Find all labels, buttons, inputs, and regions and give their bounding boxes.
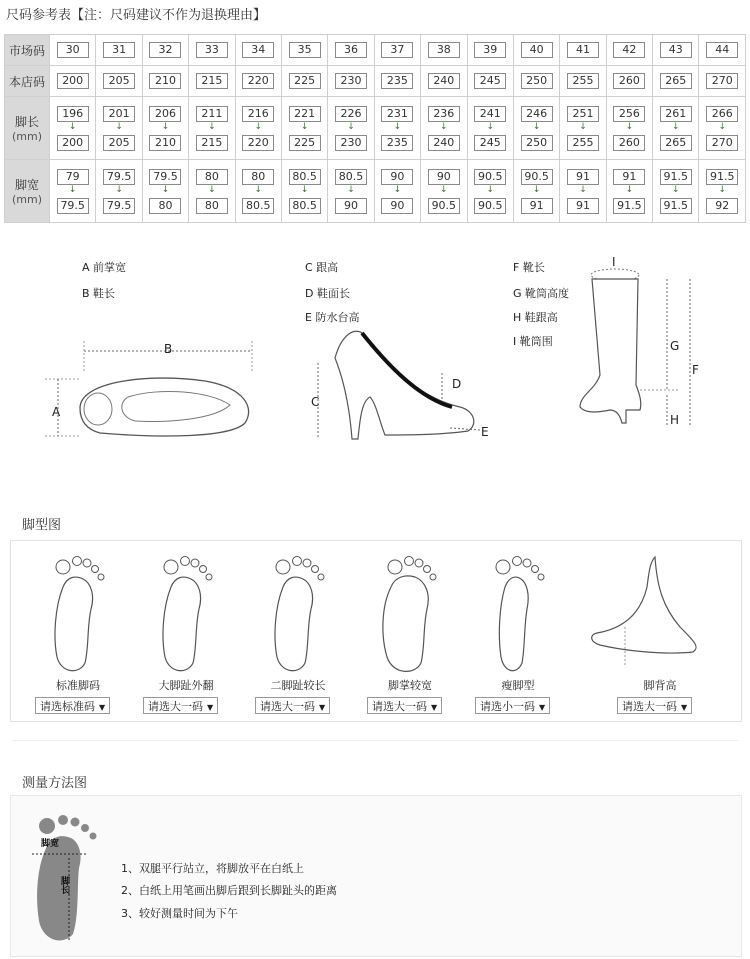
dim-g: G <box>670 339 680 353</box>
foot-width-to-value: 80 <box>196 198 228 214</box>
foot-length-to-value: 220 <box>242 135 274 151</box>
size-cell <box>328 66 374 97</box>
size-cell <box>606 66 652 97</box>
size-cell <box>374 35 420 66</box>
market-size-value: 40 <box>521 42 553 58</box>
size-cell <box>606 160 652 223</box>
down-arrow-icon: ↓ <box>486 184 494 195</box>
store-size-row <box>5 66 746 97</box>
down-arrow-icon: ↓ <box>393 184 402 195</box>
market-size-value: 41 <box>567 42 599 58</box>
down-arrow-icon: ↓ <box>672 121 680 132</box>
foot-length-to-value: 245 <box>474 135 506 151</box>
down-arrow-icon: ↓ <box>68 121 77 132</box>
legend-d: D 鞋面长 <box>305 287 350 300</box>
legend-h: H 鞋跟高 <box>513 311 558 324</box>
legend-a: A 前掌宽 <box>82 261 127 274</box>
down-arrow-icon: ↓ <box>440 121 448 132</box>
down-arrow-icon: ↓ <box>440 184 448 195</box>
length-label: 脚长 <box>59 876 69 894</box>
size-cell <box>560 35 606 66</box>
store-size-value: 240 <box>428 73 460 89</box>
dim-b: B <box>164 342 173 356</box>
foot-length-to-value: 230 <box>335 135 367 151</box>
foot-width-to-value: 80.5 <box>289 198 321 214</box>
foot-width-from-value: 90 <box>381 169 413 185</box>
legend-g: G 靴筒高度 <box>513 287 570 300</box>
page-title: 尺码参考表【注：尺码建议不作为退换理由】 <box>6 8 267 23</box>
section-divider <box>12 740 738 741</box>
foot-type-drawing <box>585 547 715 677</box>
down-arrow-icon: ↓ <box>672 184 680 195</box>
size-advice-select[interactable] <box>617 697 692 714</box>
foot-width-from-value: 79.5 <box>103 169 135 185</box>
foot-type-label: 脚背高 <box>643 679 677 692</box>
chevron-down-icon: ▼ <box>681 703 688 712</box>
foot-width-from-value: 90.5 <box>521 169 553 185</box>
foot-width-to-value: 80 <box>149 198 181 214</box>
foot-type-label: 瘦脚型 <box>501 679 535 692</box>
size-cell <box>653 97 699 160</box>
chevron-down-icon: ▼ <box>99 703 106 712</box>
foot-length-to-value: 240 <box>428 135 460 151</box>
size-cell <box>235 160 281 223</box>
size-advice-value: 请选小一码 <box>480 700 535 713</box>
down-arrow-icon: ↓ <box>254 184 263 195</box>
store-size-value: 255 <box>567 73 599 89</box>
foot-width-from-value: 91 <box>613 169 645 185</box>
foot-length-from-value: 196 <box>57 106 89 122</box>
down-arrow-icon: ↓ <box>625 184 634 195</box>
foot-length-from-value: 261 <box>660 106 692 122</box>
down-arrow-icon: ↓ <box>347 121 355 132</box>
legend-b: B 鞋长 <box>82 287 116 300</box>
size-cell <box>560 160 606 223</box>
down-arrow-icon: ↓ <box>718 121 726 132</box>
step-1: 1、双腿平行站立，将脚放平在白纸上 <box>121 862 304 875</box>
market-size-value: 39 <box>474 42 506 58</box>
foot-length-to-value: 255 <box>567 135 599 151</box>
size-advice-value: 请选大一码 <box>622 700 677 713</box>
size-cell <box>328 160 374 223</box>
size-advice-select[interactable] <box>255 697 330 714</box>
market-size-value: 38 <box>428 42 460 58</box>
size-advice-value: 请选标准码 <box>40 700 95 713</box>
step-2: 2、白纸上用笔画出脚后跟到长脚趾头的距离 <box>121 884 337 897</box>
measure-panel <box>10 795 742 957</box>
size-cell <box>699 97 746 160</box>
high-heel-drawing <box>300 323 500 443</box>
chevron-down-icon: ▼ <box>319 703 326 712</box>
size-cell <box>189 66 235 97</box>
boot-drawing <box>570 245 710 445</box>
size-cell <box>606 97 652 160</box>
market-size-value: 44 <box>706 42 738 58</box>
foot-width-from-value: 91.5 <box>660 169 692 185</box>
foot-width-to-value: 79.5 <box>57 198 89 214</box>
store-size-value: 215 <box>196 73 228 89</box>
foot-length-to-value: 270 <box>706 135 738 151</box>
size-cell <box>699 66 746 97</box>
size-cell <box>467 160 513 223</box>
store-size-value: 245 <box>474 73 506 89</box>
foot-width-row <box>5 160 746 223</box>
down-arrow-icon: ↓ <box>579 184 587 195</box>
size-cell <box>374 97 420 160</box>
step-3: 3、较好测量时间为下午 <box>121 907 238 920</box>
foot-length-to-value: 250 <box>521 135 553 151</box>
market-size-value: 34 <box>242 42 274 58</box>
down-arrow-icon: ↓ <box>300 121 309 132</box>
store-size-value: 205 <box>103 73 135 89</box>
foot-type-label: 脚掌较宽 <box>388 679 432 692</box>
size-cell <box>421 66 467 97</box>
size-advice-value: 请选大一码 <box>372 700 427 713</box>
size-advice-select[interactable] <box>475 697 550 714</box>
dim-e: E <box>481 425 489 439</box>
size-advice-select[interactable] <box>143 697 218 714</box>
size-cell <box>189 160 235 223</box>
chevron-down-icon: ▼ <box>207 703 214 712</box>
store-size-value: 260 <box>613 73 645 89</box>
down-arrow-icon: ↓ <box>532 121 541 132</box>
store-size-value: 225 <box>289 73 321 89</box>
size-cell <box>513 66 559 97</box>
size-cell <box>50 35 96 66</box>
size-cell <box>374 160 420 223</box>
row-label-foot-width <box>5 160 50 223</box>
size-cell <box>513 160 559 223</box>
dim-a: A <box>52 405 61 419</box>
market-size-value: 36 <box>335 42 367 58</box>
store-size-value: 200 <box>57 73 89 89</box>
foot-length-from-value: 201 <box>103 106 135 122</box>
foot-width-to-value: 91.5 <box>660 198 692 214</box>
size-cell <box>142 97 188 160</box>
foot-length-from-value: 231 <box>381 106 413 122</box>
size-cell <box>235 97 281 160</box>
foot-width-to-value: 90.5 <box>428 198 460 214</box>
foot-type-drawing <box>141 547 231 677</box>
size-cell <box>653 160 699 223</box>
down-arrow-icon: ↓ <box>254 121 263 132</box>
size-cell <box>513 35 559 66</box>
foot-width-to-value: 92 <box>706 198 738 214</box>
foot-length-from-value: 211 <box>196 106 228 122</box>
size-cell <box>421 97 467 160</box>
market-size-value: 35 <box>289 42 321 58</box>
down-arrow-icon: ↓ <box>532 184 541 195</box>
down-arrow-icon: ↓ <box>300 184 309 195</box>
store-size-value: 210 <box>149 73 181 89</box>
legend-c: C 跟高 <box>305 261 339 274</box>
foot-type-drawing <box>365 547 455 677</box>
size-advice-value: 请选大一码 <box>148 700 203 713</box>
size-cell <box>513 97 559 160</box>
foot-width-from-value: 90 <box>428 169 460 185</box>
size-cell <box>328 35 374 66</box>
size-cell <box>560 66 606 97</box>
foot-width-from-value: 80.5 <box>335 169 367 185</box>
size-cell <box>281 160 327 223</box>
foot-length-to-value: 200 <box>57 135 89 151</box>
foot-length-label: 脚长 <box>14 115 39 129</box>
size-cell <box>142 160 188 223</box>
foot-types-panel <box>10 540 742 722</box>
foot-length-row <box>5 97 746 160</box>
foot-type-label: 二脚趾较长 <box>270 679 326 692</box>
store-size-value: 250 <box>521 73 553 89</box>
size-cell <box>374 66 420 97</box>
size-cell <box>235 66 281 97</box>
foot-width-unit: (mm) <box>11 193 42 206</box>
foot-length-from-value: 246 <box>521 106 553 122</box>
size-cell <box>281 97 327 160</box>
foot-width-from-value: 91 <box>567 169 599 185</box>
size-cell <box>96 160 142 223</box>
size-cell <box>189 97 235 160</box>
chevron-down-icon: ▼ <box>539 703 546 712</box>
foot-length-from-value: 241 <box>474 106 506 122</box>
foot-width-from-value: 79 <box>57 169 89 185</box>
down-arrow-icon: ↓ <box>115 184 123 195</box>
down-arrow-icon: ↓ <box>68 184 77 195</box>
dim-d: D <box>452 377 462 391</box>
foot-width-to-value: 91 <box>521 198 553 214</box>
chevron-down-icon: ▼ <box>431 703 438 712</box>
market-size-value: 30 <box>57 42 89 58</box>
store-size-value: 220 <box>242 73 274 89</box>
market-size-row <box>5 35 746 66</box>
size-cell <box>96 35 142 66</box>
size-cell <box>50 66 96 97</box>
foot-width-to-value: 90 <box>335 198 367 214</box>
down-arrow-icon: ↓ <box>161 121 170 132</box>
foot-width-to-value: 90 <box>381 198 413 214</box>
size-cell <box>653 35 699 66</box>
store-size-value: 270 <box>706 73 738 89</box>
foot-length-to-value: 225 <box>289 135 321 151</box>
foot-width-from-value: 80 <box>242 169 274 185</box>
foot-width-to-value: 91 <box>567 198 599 214</box>
size-cell <box>467 97 513 160</box>
market-size-value: 37 <box>381 42 413 58</box>
down-arrow-icon: ↓ <box>161 184 170 195</box>
foot-width-to-value: 91.5 <box>613 198 645 214</box>
dim-h: H <box>670 413 680 427</box>
size-cell <box>699 35 746 66</box>
size-cell <box>281 66 327 97</box>
size-cell <box>142 66 188 97</box>
market-size-value: 31 <box>103 42 135 58</box>
foot-type-label: 标准脚码 <box>56 679 100 692</box>
down-arrow-icon: ↓ <box>625 121 634 132</box>
foot-length-from-value: 266 <box>706 106 738 122</box>
size-cell <box>606 35 652 66</box>
foot-length-from-value: 216 <box>242 106 274 122</box>
size-cell <box>142 35 188 66</box>
size-cell <box>653 66 699 97</box>
dim-c: C <box>311 395 320 409</box>
foot-length-from-value: 206 <box>149 106 181 122</box>
row-label-store: 本店码 <box>5 66 50 97</box>
foot-width-from-value: 80 <box>196 169 228 185</box>
width-label: 脚宽 <box>41 839 60 849</box>
size-cell <box>467 66 513 97</box>
foot-type-label: 大脚趾外翻 <box>158 679 214 692</box>
size-advice-select[interactable] <box>35 697 110 714</box>
store-size-value: 230 <box>335 73 367 89</box>
down-arrow-icon: ↓ <box>579 121 587 132</box>
shoe-dimension-figures <box>0 245 750 445</box>
down-arrow-icon: ↓ <box>486 121 494 132</box>
size-cell <box>50 160 96 223</box>
market-size-value: 33 <box>196 42 228 58</box>
size-advice-select[interactable] <box>367 697 442 714</box>
flat-shoe-drawing <box>40 333 270 443</box>
foot-length-from-value: 251 <box>567 106 599 122</box>
size-advice-value: 请选大一码 <box>260 700 315 713</box>
legend-f: F 靴长 <box>513 261 545 274</box>
foot-length-unit: (mm) <box>11 130 42 143</box>
row-label-foot-length <box>5 97 50 160</box>
down-arrow-icon: ↓ <box>718 184 726 195</box>
down-arrow-icon: ↓ <box>208 121 216 132</box>
foot-width-from-value: 90.5 <box>474 169 506 185</box>
foot-length-to-value: 265 <box>660 135 692 151</box>
size-cell <box>189 35 235 66</box>
size-table <box>4 34 746 223</box>
foot-length-to-value: 235 <box>381 135 413 151</box>
foot-length-from-value: 236 <box>428 106 460 122</box>
down-arrow-icon: ↓ <box>208 184 216 195</box>
foot-length-to-value: 215 <box>196 135 228 151</box>
size-cell <box>50 97 96 160</box>
foot-width-to-value: 90.5 <box>474 198 506 214</box>
store-size-value: 235 <box>381 73 413 89</box>
size-cell <box>328 97 374 160</box>
size-cell <box>96 97 142 160</box>
foot-width-from-value: 80.5 <box>289 169 321 185</box>
dim-f: F <box>692 363 699 377</box>
dim-i: I <box>612 255 616 269</box>
foot-length-to-value: 205 <box>103 135 135 151</box>
foot-width-from-value: 79.5 <box>149 169 181 185</box>
foot-length-from-value: 221 <box>289 106 321 122</box>
row-label-market: 市场码 <box>5 35 50 66</box>
down-arrow-icon: ↓ <box>393 121 402 132</box>
foot-type-drawing <box>33 547 123 677</box>
measure-title: 测量方法图 <box>22 776 88 791</box>
foot-width-label: 脚宽 <box>14 178 39 192</box>
foot-type-drawing <box>473 547 563 677</box>
size-cell <box>421 160 467 223</box>
size-cell <box>560 97 606 160</box>
size-cell <box>467 35 513 66</box>
store-size-value: 265 <box>660 73 692 89</box>
foot-width-to-value: 79.5 <box>103 198 135 214</box>
foot-types-title: 脚型图 <box>22 518 62 533</box>
size-cell <box>421 35 467 66</box>
down-arrow-icon: ↓ <box>347 184 355 195</box>
foot-width-to-value: 80.5 <box>242 198 274 214</box>
foot-width-from-value: 91.5 <box>706 169 738 185</box>
size-cell <box>96 66 142 97</box>
market-size-value: 43 <box>660 42 692 58</box>
size-cell <box>699 160 746 223</box>
market-size-value: 42 <box>613 42 645 58</box>
foot-type-drawing <box>253 547 343 677</box>
legend-e: E 防水台高 <box>305 311 360 324</box>
legend-i: I 靴筒围 <box>513 335 553 348</box>
market-size-value: 32 <box>149 42 181 58</box>
foot-length-to-value: 260 <box>613 135 645 151</box>
foot-length-from-value: 226 <box>335 106 367 122</box>
size-cell <box>281 35 327 66</box>
size-cell <box>235 35 281 66</box>
foot-length-to-value: 210 <box>149 135 181 151</box>
foot-length-from-value: 256 <box>613 106 645 122</box>
down-arrow-icon: ↓ <box>115 121 123 132</box>
